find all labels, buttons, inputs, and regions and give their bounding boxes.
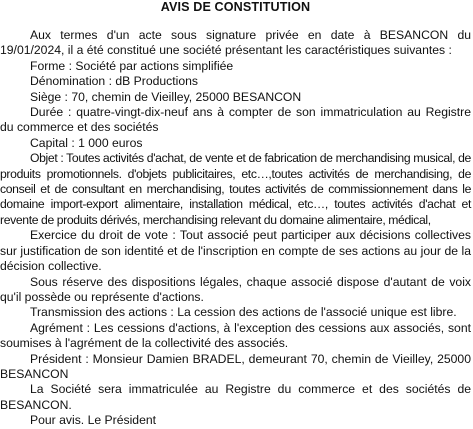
registered-office-line: Siège : 70, chemin de Vieilley, 25000 BESANCON [30, 89, 302, 104]
signature-line: Pour avis. Le Président [30, 413, 157, 428]
duration-paragraph: Durée : quatre-vingt-dix-neuf ans à compter de son immatriculation au Registre du commerce et des sociétés [0, 105, 471, 135]
registration-paragraph: La Société sera immatriculée au Registre du commerce et des sociétés de BESANCON. [0, 382, 471, 412]
share-transfer-line: Transmission des actions : La cession des actions de l'associé unique est libre. [30, 305, 457, 320]
approval-paragraph: Agrément : Les cessions d'actions, à l'exception des cessions aux associés, sont soumises à l'agrément de la collectivité des associés. [0, 320, 471, 351]
notice-title: AVIS DE CONSTITUTION [160, 0, 311, 14]
intro-paragraph: Aux termes d'un acte sous signature privée en date à BESANCON du 19/01/2024, il a été constitué une société présentant les caractéristiques suivantes : [0, 28, 471, 58]
form-line: Forme : Société par actions simplifiée [30, 58, 234, 73]
denomination-line: Dénomination : dB Productions [30, 74, 199, 89]
president-paragraph: Président : Monsieur Damien BRADEL, demeurant 70, chemin de Vieilley, 25000 BESANCON [0, 351, 471, 381]
purpose-paragraph: Objet : Toutes activités d'achat, de vente et de fabrication de merchandising musical, de produits promotionnels. d'objets publicitaires, etc…,toutes activités de merchandising, de conseil et de consultant en merchandising, toutes activités de commissionnement dans le domaine import-export alimentaire, installation médical, etc…, toutes activités d'achat et revente de produits dérivés, merchandising relevant du domaine alimentaire, médical, [0, 151, 471, 227]
capital-line: Capital : 1 000 euros [30, 135, 143, 150]
voting-rights-paragraph: Exercice du droit de vote : Tout associé peut participer aux décisions collectives sur justification de son identité et de l'inscription en compte de ses actions au jour de la décision collective. [0, 228, 471, 274]
votes-paragraph: Sous réserve des dispositions légales, chaque associé dispose d'autant de voix qu'il possède ou représente d'actions. [0, 274, 471, 304]
